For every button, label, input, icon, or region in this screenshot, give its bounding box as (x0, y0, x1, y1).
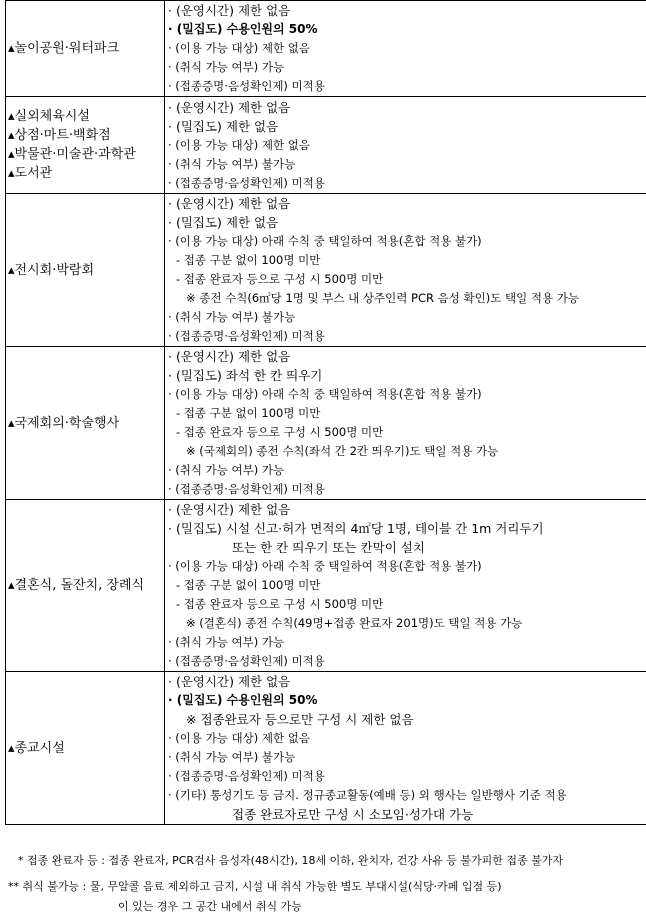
rule-line: · (이용 가능 대상) 제한 없음 (168, 41, 310, 55)
facility-category: ▴종교시설 (8, 740, 65, 756)
rule-line: · (이용 가능 대상) 아래 수칙 중 택일하여 적용(혼합 적용 불가) (168, 387, 482, 401)
rule-line: · (취식 가능 여부) 불가능 (168, 750, 296, 764)
rule-line: · (밀집도) 제한 없음 (168, 118, 279, 134)
footnote-1: * 접종 완료자 등 : 접종 완료자, PCR검사 음성자(48시간), 18세 이하, 완치자, 건강 사유 등 불가피한 접종 불가자 (18, 854, 563, 867)
rule-line: 또는 한 칸 띄우기 또는 칸막이 설치 (232, 540, 425, 555)
rule-line: · (취식 가능 여부) 가능 (168, 635, 285, 649)
facility-category: ▴전시회·박람회 (8, 262, 95, 278)
facility-category-cell (6, 500, 165, 672)
facility-category-cell (6, 97, 165, 194)
rule-details-cell (165, 347, 646, 500)
footnote-2: ** 취식 불가능 : 물, 무알콜 음료 제외하고 금지, 시설 내 취식 가능한 별도 부대시설(식당·카페 입점 등) (8, 880, 502, 893)
table-row (6, 672, 646, 825)
footnote-2-continued: 이 있는 경우 그 공간 내에서 취식 가능 (118, 900, 302, 913)
rule-line: · (밀집도) 수용인원의 50% (168, 693, 318, 707)
rule-line: 접종 완료자로만 구성 시 소모임·성가대 가능 (232, 807, 474, 822)
facility-category: ▴실외체육시설 (8, 109, 90, 124)
rule-line: · (운영시간) 제한 없음 (168, 674, 291, 689)
facility-rules-table (5, 0, 646, 825)
rule-line: · (이용 가능 대상) 제한 없음 (168, 731, 310, 745)
rule-line: · (밀집도) 제한 없음 (168, 215, 279, 230)
rule-line: · (운영시간) 제한 없음 (168, 196, 291, 211)
rule-line: · (운영시간) 제한 없음 (168, 99, 291, 115)
rule-line: · (기타) 통성기도 등 금지. 정규종교활동(예배 등) 외 행사는 일반행사 기준 적용 (168, 788, 567, 802)
rule-line: · (접종증명·음성확인제) 미적용 (168, 654, 325, 668)
rule-line: · (접종증명·음성확인제) 미적용 (168, 482, 325, 496)
rule-details-cell (165, 194, 646, 347)
rule-line: · (밀집도) 좌석 한 칸 띄우기 (168, 368, 323, 383)
rule-line: · (취식 가능 여부) 가능 (168, 60, 285, 74)
rule-line: · (이용 가능 대상) 아래 수칙 중 택일하여 적용(혼합 적용 불가) (168, 234, 482, 248)
rule-line: · (밀집도) 시설 신고·허가 면적의 4㎡당 1명, 테이블 간 1m 거리두기 (168, 521, 544, 536)
rule-line: - 접종 구분 없이 100명 미만 (176, 253, 321, 267)
rule-line: · (이용 가능 대상) 아래 수칙 중 택일하여 적용(혼합 적용 불가) (168, 559, 482, 573)
rule-details-cell (165, 500, 646, 672)
facility-category: ▴놀이공원·워터파크 (8, 41, 120, 56)
rule-line: · (접종증명·음성확인제) 미적용 (168, 175, 325, 190)
facility-category: ▴국제회의·학술행사 (8, 415, 120, 431)
facility-category-cell (6, 194, 165, 347)
rule-line: ※ 종전 수칙(6㎡당 1명 및 부스 내 상주인력 PCR 음성 확인)도 택일 적용 가능 (186, 291, 579, 305)
rule-details-cell (165, 1, 646, 97)
table-row (6, 500, 646, 672)
rule-line: · (운영시간) 제한 없음 (168, 502, 291, 517)
rule-line: · (이용 가능 대상) 제한 없음 (168, 137, 310, 152)
rule-details-cell (165, 672, 646, 825)
facility-category-cell (6, 347, 165, 500)
rule-line: · (접종증명·음성확인제) 미적용 (168, 329, 325, 343)
rule-line: ※ (결혼식) 종전 수칙(49명+접종 완료자 201명)도 택일 적용 가능 (186, 616, 523, 630)
rule-line: · (운영시간) 제한 없음 (168, 349, 291, 364)
rule-line: · (취식 가능 여부) 불가능 (168, 156, 296, 171)
rule-line: - 접종 완료자 등으로 구성 시 500명 미만 (176, 425, 384, 439)
rule-line: - 접종 구분 없이 100명 미만 (176, 406, 321, 420)
table-row (6, 194, 646, 347)
table-row (6, 1, 646, 97)
facility-category: ▴상점·마트·백화점 (8, 128, 111, 143)
facility-category-cell (6, 672, 165, 825)
rule-line: · (밀집도) 수용인원의 50% (168, 22, 318, 36)
rule-line: - 접종 구분 없이 100명 미만 (176, 578, 321, 592)
rule-line: - 접종 완료자 등으로 구성 시 500명 미만 (176, 272, 384, 286)
rule-line: ※ (국제회의) 종전 수칙(좌석 간 2칸 띄우기)도 택일 적용 가능 (186, 444, 499, 458)
rule-line: ※ 접종완료자 등으로만 구성 시 제한 없음 (186, 712, 414, 727)
facility-category: ▴도서관 (8, 166, 53, 181)
rule-line: · (접종증명·음성확인제) 미적용 (168, 79, 325, 93)
rule-details-cell (165, 97, 646, 194)
table-row (6, 97, 646, 194)
rules-table-container (5, 0, 644, 825)
rule-line: - 접종 완료자 등으로 구성 시 500명 미만 (176, 597, 384, 611)
rule-line: · (접종증명·음성확인제) 미적용 (168, 769, 325, 783)
facility-category-cell (6, 1, 165, 97)
facility-category: ▴결혼식, 돌잔치, 장례식 (8, 578, 145, 593)
rule-line: · (취식 가능 여부) 불가능 (168, 310, 296, 324)
rule-line: · (취식 가능 여부) 가능 (168, 463, 285, 477)
facility-category: ▴박물관·미술관·과학관 (8, 147, 136, 162)
table-row (6, 347, 646, 500)
rule-line: · (운영시간) 제한 없음 (168, 3, 291, 18)
